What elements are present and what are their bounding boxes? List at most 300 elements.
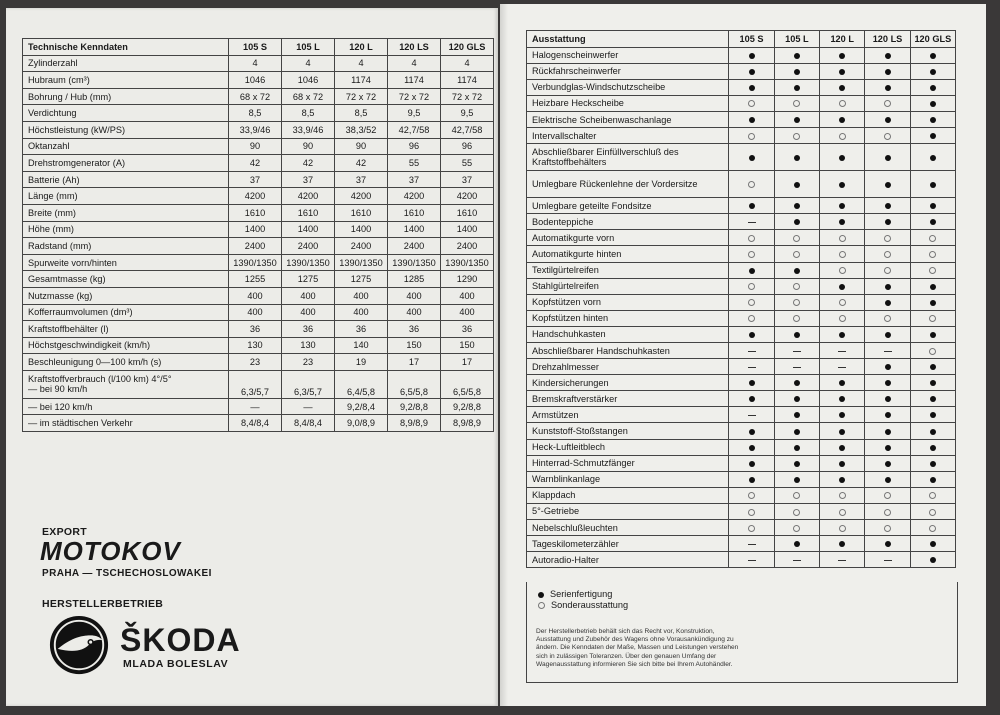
value-cell: 1400: [335, 221, 388, 238]
filled-dot-icon: [794, 429, 800, 435]
filled-dot-icon: [839, 53, 845, 59]
table-row: [23, 72, 494, 89]
open-circle-icon: [793, 133, 800, 140]
filled-dot-icon: [794, 396, 800, 402]
dash-icon: [748, 222, 756, 223]
mark-cell: [910, 407, 955, 423]
value-cell: 72 x 72: [388, 88, 441, 105]
table-row: [23, 121, 494, 138]
value-cell: 42: [282, 155, 335, 172]
mark-cell: [729, 111, 774, 127]
open-circle-icon: [929, 348, 936, 355]
filled-dot-icon: [930, 461, 936, 467]
value-cell: 400: [335, 287, 388, 304]
mark-cell: [820, 214, 865, 230]
filled-dot-icon: [794, 332, 800, 338]
open-circle-icon: [884, 267, 891, 274]
equip-header-cell: 105 S: [729, 31, 774, 48]
mark-cell: [910, 262, 955, 278]
filled-dot-icon: [930, 332, 936, 338]
table-row: [527, 79, 956, 95]
table-row: [527, 487, 956, 503]
value-cell: 33,9/46: [282, 121, 335, 138]
equip-header-cell: 105 L: [774, 31, 819, 48]
table-row: [23, 204, 494, 221]
mark-cell: [729, 343, 774, 359]
filled-dot-icon: [885, 445, 891, 451]
mark-cell: [729, 198, 774, 214]
mark-cell: [820, 439, 865, 455]
mark-cell: [820, 63, 865, 79]
value-cell: 8,5: [335, 105, 388, 122]
mark-cell: [774, 278, 819, 294]
mark-cell: [774, 471, 819, 487]
filled-dot-icon: [885, 53, 891, 59]
mark-cell: [865, 262, 910, 278]
filled-dot-icon: [885, 461, 891, 467]
value-cell: 36: [335, 321, 388, 338]
row-label: Höchstleistung (kW/PS): [23, 121, 229, 138]
value-cell: 37: [441, 171, 494, 188]
filled-dot-icon: [794, 85, 800, 91]
table-row: [527, 343, 956, 359]
open-circle-icon: [748, 283, 755, 290]
open-circle-icon: [929, 235, 936, 242]
filled-dot-icon: [885, 85, 891, 91]
table-row: [527, 326, 956, 342]
legend-row-sonder: [538, 600, 628, 611]
equipment-label: Nebelschlußleuchten: [527, 520, 729, 536]
mark-cell: [774, 198, 819, 214]
value-cell: 4: [388, 55, 441, 72]
filled-dot-icon: [839, 69, 845, 75]
filled-dot-icon: [930, 155, 936, 161]
tech-header-cell: 105 L: [282, 39, 335, 56]
value-cell: 90: [282, 138, 335, 155]
mlada-boleslav-label: MLADA BOLESLAV: [123, 658, 229, 670]
filled-dot-icon: [794, 445, 800, 451]
table-row: [23, 171, 494, 188]
value-cell: 36: [229, 321, 282, 338]
mark-cell: [774, 111, 819, 127]
value-cell: 6,3/5,7: [229, 370, 282, 398]
motokov-wordmark: MOTOKOV: [40, 536, 181, 566]
value-cell: 1390/1350: [282, 254, 335, 271]
filled-dot-icon: [930, 53, 936, 59]
table-row: [23, 287, 494, 304]
table-row: [527, 359, 956, 375]
table-row: [23, 304, 494, 321]
equipment-label: Textilgürtelreifen: [527, 262, 729, 278]
value-cell: 38,3/52: [335, 121, 388, 138]
row-label: Länge (mm): [23, 188, 229, 205]
open-circle-icon: [839, 525, 846, 532]
value-cell: 400: [335, 304, 388, 321]
value-cell: 8,4/8,4: [229, 415, 282, 432]
mark-cell: [729, 471, 774, 487]
mark-cell: [729, 503, 774, 519]
filled-dot-icon: [749, 117, 755, 123]
filled-dot-icon: [885, 219, 891, 225]
value-cell: 37: [335, 171, 388, 188]
filled-dot-icon: [749, 69, 755, 75]
filled-dot-icon: [749, 53, 755, 59]
filled-dot-icon: [885, 300, 891, 306]
value-cell: 6,5/5,8: [388, 370, 441, 398]
row-label: Spurweite vorn/hinten: [23, 254, 229, 271]
mark-cell: [820, 455, 865, 471]
value-cell: 150: [441, 337, 494, 354]
mark-cell: [820, 471, 865, 487]
mark-cell: [865, 294, 910, 310]
equip-header-cell: 120 LS: [865, 31, 910, 48]
filled-dot-icon: [839, 284, 845, 290]
value-cell: 36: [388, 321, 441, 338]
open-circle-icon: [793, 235, 800, 242]
dash-icon: [884, 351, 892, 352]
table-row: [23, 271, 494, 288]
row-label: Drehstromgenerator (A): [23, 155, 229, 172]
equipment-label: Heizbare Heckscheibe: [527, 95, 729, 111]
filled-dot-icon: [839, 461, 845, 467]
mark-cell: [774, 439, 819, 455]
table-row: [23, 321, 494, 338]
row-label: Bohrung / Hub (mm): [23, 88, 229, 105]
open-circle-icon: [839, 235, 846, 242]
dash-icon: [748, 415, 756, 416]
filled-dot-icon: [930, 445, 936, 451]
value-cell: 4200: [388, 188, 441, 205]
filled-dot-icon: [930, 541, 936, 547]
value-cell: 8,4/8,4: [282, 415, 335, 432]
filled-dot-icon: [839, 219, 845, 225]
value-cell: —: [282, 398, 335, 415]
open-circle-icon: [748, 299, 755, 306]
open-circle-icon: [839, 133, 846, 140]
equipment-label: Autoradio-Halter: [527, 552, 729, 568]
open-circle-icon: [748, 492, 755, 499]
mark-cell: [910, 423, 955, 439]
mark-cell: [865, 359, 910, 375]
mark-cell: [774, 63, 819, 79]
open-circle-icon: [839, 492, 846, 499]
mark-cell: [774, 294, 819, 310]
mark-cell: [774, 407, 819, 423]
mark-cell: [910, 111, 955, 127]
mark-cell: [910, 503, 955, 519]
row-label: [23, 370, 229, 398]
mark-cell: [910, 310, 955, 326]
filled-dot-icon: [930, 117, 936, 123]
open-circle-icon: [929, 525, 936, 532]
table-row: [23, 138, 494, 155]
mark-cell: [774, 95, 819, 111]
skoda-logo-icon: [48, 614, 110, 676]
table-row: [527, 63, 956, 79]
equipment-label: Heck-Luftleitblech: [527, 439, 729, 455]
dash-icon: [748, 367, 756, 368]
open-circle-icon: [839, 299, 846, 306]
row-label: Batterie (Ah): [23, 171, 229, 188]
filled-dot-icon: [930, 69, 936, 75]
value-cell: 1174: [335, 72, 388, 89]
value-cell: 1046: [229, 72, 282, 89]
row-label: Nutzmasse (kg): [23, 287, 229, 304]
value-cell: 8,5: [229, 105, 282, 122]
mark-cell: [910, 294, 955, 310]
row-label: Höchstgeschwindigkeit (km/h): [23, 337, 229, 354]
table-row: [23, 88, 494, 105]
equip-header-cell: Ausstattung: [527, 31, 729, 48]
table-row: [527, 520, 956, 536]
value-cell: 1275: [335, 271, 388, 288]
equipment-label: Intervallschalter: [527, 128, 729, 144]
mark-cell: [820, 407, 865, 423]
value-cell: 42,7/58: [388, 121, 441, 138]
open-circle-icon: [884, 525, 891, 532]
mark-cell: [865, 214, 910, 230]
mark-cell: [820, 95, 865, 111]
equipment-label: Hinterrad-Schmutzfänger: [527, 455, 729, 471]
row-label: Verdichtung: [23, 105, 229, 122]
table-row: [23, 398, 494, 415]
filled-dot-icon: [930, 557, 936, 563]
filled-dot-icon: [794, 53, 800, 59]
value-cell: 4: [229, 55, 282, 72]
mark-cell: [865, 326, 910, 342]
open-circle-icon: [884, 100, 891, 107]
open-circle-icon: [748, 181, 755, 188]
row-label: Hubraum (cm³): [23, 72, 229, 89]
table-row: [23, 55, 494, 72]
row-label: Beschleunigung 0—100 km/h (s): [23, 354, 229, 371]
open-circle-icon: [793, 100, 800, 107]
value-cell: 8,5: [282, 105, 335, 122]
value-cell: 4200: [441, 188, 494, 205]
table-row: [23, 254, 494, 271]
filled-dot-icon: [885, 284, 891, 290]
filled-dot-icon: [885, 117, 891, 123]
value-cell: 17: [441, 354, 494, 371]
equipment-label: Halogenscheinwerfer: [527, 47, 729, 63]
mark-cell: [820, 246, 865, 262]
mark-cell: [729, 47, 774, 63]
open-circle-icon: [884, 315, 891, 322]
value-cell: 1610: [229, 204, 282, 221]
table-row: [527, 407, 956, 423]
row-label: Gesamtmasse (kg): [23, 271, 229, 288]
mark-cell: [820, 487, 865, 503]
filled-dot-icon: [930, 300, 936, 306]
table-row: [527, 552, 956, 568]
filled-dot-icon: [930, 412, 936, 418]
equipment-label: 5°-Getriebe: [527, 503, 729, 519]
value-cell: 36: [441, 321, 494, 338]
value-cell: 9,5: [441, 105, 494, 122]
mark-cell: [820, 375, 865, 391]
filled-dot-icon: [839, 445, 845, 451]
table-row: [527, 310, 956, 326]
export-label: EXPORT: [42, 526, 87, 538]
open-circle-icon: [839, 509, 846, 516]
filled-dot-icon: [839, 477, 845, 483]
table-row: [527, 503, 956, 519]
equipment-label: Automatikgurte vorn: [527, 230, 729, 246]
mark-cell: [910, 552, 955, 568]
row-label: Breite (mm): [23, 204, 229, 221]
filled-dot-icon: [930, 203, 936, 209]
mark-cell: [865, 343, 910, 359]
mark-cell: [729, 326, 774, 342]
mark-cell: [820, 294, 865, 310]
filled-dot-icon: [930, 182, 936, 188]
mark-cell: [729, 294, 774, 310]
table-row: [23, 337, 494, 354]
value-cell: 1400: [282, 221, 335, 238]
table-row: [527, 198, 956, 214]
dash-icon: [793, 367, 801, 368]
value-cell: 130: [229, 337, 282, 354]
value-cell: 6,5/5,8: [441, 370, 494, 398]
mark-cell: [820, 391, 865, 407]
mark-cell: [910, 144, 955, 171]
open-circle-icon: [839, 251, 846, 258]
filled-dot-icon: [794, 69, 800, 75]
equipment-label: Umlegbare geteilte Fondsitze: [527, 198, 729, 214]
filled-dot-icon: [885, 182, 891, 188]
mark-cell: [774, 47, 819, 63]
filled-dot-icon: [839, 429, 845, 435]
mark-cell: [774, 246, 819, 262]
open-circle-icon: [884, 492, 891, 499]
mark-cell: [729, 407, 774, 423]
table-row: [23, 188, 494, 205]
mark-cell: [729, 455, 774, 471]
value-cell: 96: [388, 138, 441, 155]
mark-cell: [774, 536, 819, 552]
mark-cell: [729, 214, 774, 230]
filled-dot-icon: [839, 380, 845, 386]
value-cell: 400: [388, 304, 441, 321]
filled-dot-icon: [794, 268, 800, 274]
legend-serie-label: Serienfertigung: [550, 589, 613, 599]
mark-cell: [910, 471, 955, 487]
mark-cell: [910, 439, 955, 455]
table-row: [23, 238, 494, 255]
value-cell: 23: [229, 354, 282, 371]
mark-cell: [820, 552, 865, 568]
row-label: Radstand (mm): [23, 238, 229, 255]
value-cell: 400: [441, 304, 494, 321]
value-cell: 400: [229, 304, 282, 321]
mark-cell: [820, 359, 865, 375]
mark-cell: [865, 407, 910, 423]
value-cell: 42: [229, 155, 282, 172]
dash-icon: [838, 367, 846, 368]
filled-dot-icon: [930, 101, 936, 107]
mark-cell: [865, 391, 910, 407]
equipment-label: Abschließbarer Handschuhkasten: [527, 343, 729, 359]
equip-header-row: [527, 31, 956, 48]
mark-cell: [910, 63, 955, 79]
mark-cell: [910, 246, 955, 262]
filled-dot-icon: [794, 477, 800, 483]
open-circle-icon: [793, 283, 800, 290]
value-cell: 17: [388, 354, 441, 371]
row-label: — bei 120 km/h: [23, 398, 229, 415]
mark-cell: [865, 63, 910, 79]
value-cell: 150: [388, 337, 441, 354]
value-cell: 1610: [335, 204, 388, 221]
filled-dot-icon: [794, 182, 800, 188]
filled-dot-icon: [749, 445, 755, 451]
mark-cell: [729, 359, 774, 375]
table-row: [527, 230, 956, 246]
filled-dot-icon: [749, 461, 755, 467]
value-cell: 37: [282, 171, 335, 188]
value-cell: 1046: [282, 72, 335, 89]
filled-dot-icon: [930, 219, 936, 225]
mark-cell: [865, 310, 910, 326]
filled-dot-icon: [794, 117, 800, 123]
equipment-label: Tageskilometerzähler: [527, 536, 729, 552]
mark-cell: [865, 471, 910, 487]
table-row: [527, 144, 956, 171]
open-circle-icon: [748, 315, 755, 322]
value-cell: 400: [388, 287, 441, 304]
mark-cell: [865, 230, 910, 246]
value-cell: 36: [282, 321, 335, 338]
mark-cell: [865, 423, 910, 439]
mark-cell: [729, 552, 774, 568]
filled-dot-icon: [538, 592, 544, 598]
table-row: [527, 214, 956, 230]
filled-dot-icon: [794, 380, 800, 386]
table-row: [23, 221, 494, 238]
disclaimer-note: Der Herstellerbetrieb behält sich das Recht vor, Konstruktion, Ausstattung und Zubehör des Wagens ohne Vorausankündigung zu ändern. Die Kenndaten der Maße, Massen und Leistungen verstehen sich in zulässigen Toleranzen. Über den genauen Umfang der Wagenausstattung informieren Sie sich bitte bei Ihrem Autohändler.: [536, 628, 739, 668]
table-row: [527, 455, 956, 471]
table-row: [527, 128, 956, 144]
table-row: [527, 47, 956, 63]
mark-cell: [820, 326, 865, 342]
filled-dot-icon: [749, 332, 755, 338]
equipment-label: Armstützen: [527, 407, 729, 423]
equipment-label: Elektrische Scheibenwaschanlage: [527, 111, 729, 127]
open-circle-icon: [884, 235, 891, 242]
mark-cell: [910, 79, 955, 95]
mark-cell: [729, 423, 774, 439]
mark-cell: [774, 262, 819, 278]
mark-cell: [910, 326, 955, 342]
filled-dot-icon: [930, 284, 936, 290]
filled-dot-icon: [885, 380, 891, 386]
value-cell: 2400: [441, 238, 494, 255]
filled-dot-icon: [839, 117, 845, 123]
skoda-wordmark: ŠKODA: [120, 622, 241, 658]
mark-cell: [865, 439, 910, 455]
value-cell: 68 x 72: [282, 88, 335, 105]
mark-cell: [820, 47, 865, 63]
mark-cell: [865, 95, 910, 111]
value-cell: 4: [282, 55, 335, 72]
mark-cell: [774, 359, 819, 375]
value-cell: 400: [229, 287, 282, 304]
mark-cell: [729, 439, 774, 455]
dash-icon: [748, 351, 756, 352]
open-circle-icon: [793, 525, 800, 532]
table-row: [527, 262, 956, 278]
table-row: [527, 278, 956, 294]
